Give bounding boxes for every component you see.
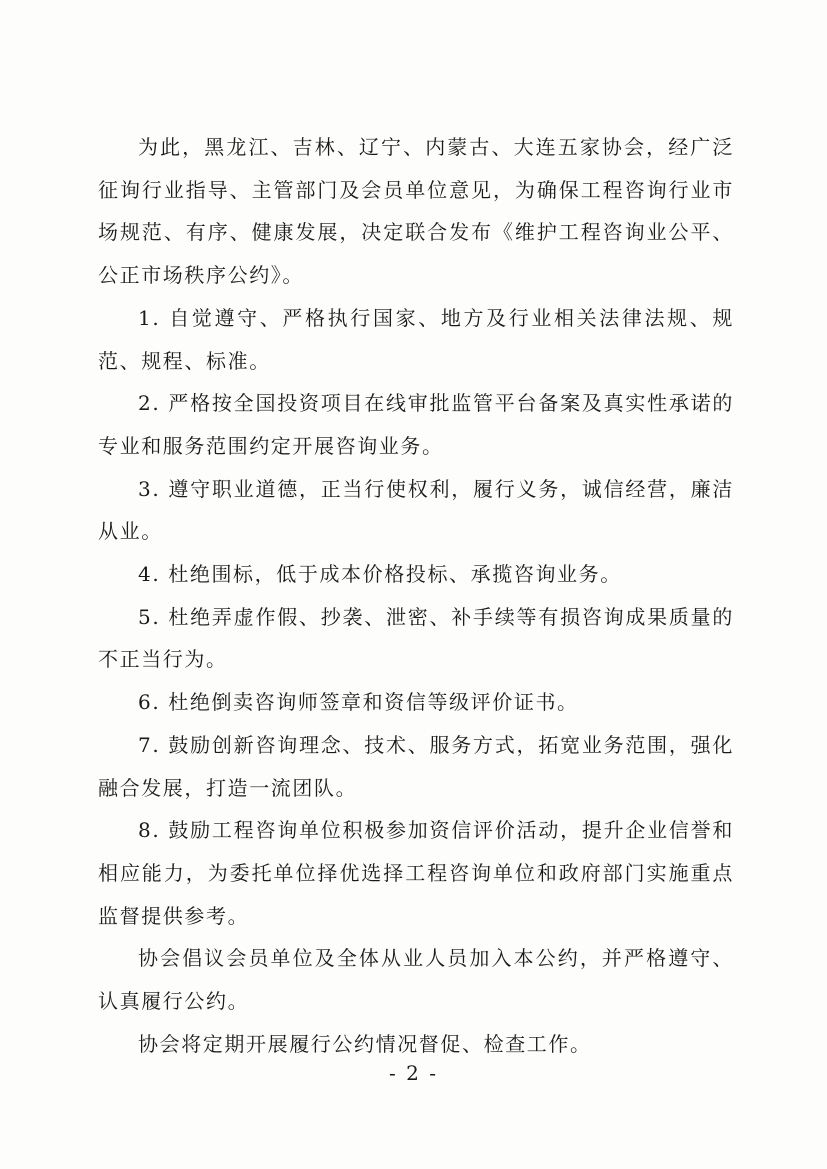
clause-6-paragraph: 6. 杜绝倒卖咨询师签章和资信等级评价证书。: [138, 690, 579, 715]
clause-3-paragraph: 3. 遵守职业道德，正当行使权利，履行义务，诚信经营，廉洁从业。: [98, 476, 734, 544]
clause-5-paragraph: 5. 杜绝弄虚作假、抄袭、泄密、补手续等有损咨询成果质量的不正当行为。: [98, 604, 734, 672]
clause-8-paragraph: 8. 鼓励工程咨询单位积极参加资信评价活动，提升企业信誉和相应能力，为委托单位择优选择工程咨询单位和政府部门实施重点监督提供参考。: [98, 818, 734, 928]
clause-4-paragraph: 4. 杜绝围标，低于成本价格投标、承揽咨询业务。: [138, 562, 622, 587]
clause-7-paragraph: 7. 鼓励创新咨询理念、技术、服务方式，拓宽业务范围，强化融合发展，打造一流团队。: [98, 732, 734, 800]
intro-paragraph: 为此，黑龙江、吉林、辽宁、内蒙古、大连五家协会，经广泛征询行业指导、主管部门及会员单位意见，为确保工程咨询行业市场规范、有序、健康发展，决定联合发布《维护工程咨询业公平、公正市场秩序公约》。: [98, 135, 734, 288]
initiative-paragraph: 协会倡议会员单位及全体从业人员加入本公约，并严格遵守、认真履行公约。: [98, 946, 734, 1014]
page-number: - 2 -: [389, 1061, 438, 1085]
inspection-paragraph: 协会将定期开展履行公约情况督促、检查工作。: [138, 1031, 592, 1056]
clause-2-paragraph: 2. 严格按全国投资项目在线审批监管平台备案及真实性承诺的专业和服务范围约定开展咨询业务。: [98, 391, 734, 458]
document-body: [98, 126, 734, 1065]
clause-1-paragraph: 1. 自觉遵守、严格执行国家、地方及行业相关法律法规、规范、规程、标准。: [98, 305, 734, 373]
